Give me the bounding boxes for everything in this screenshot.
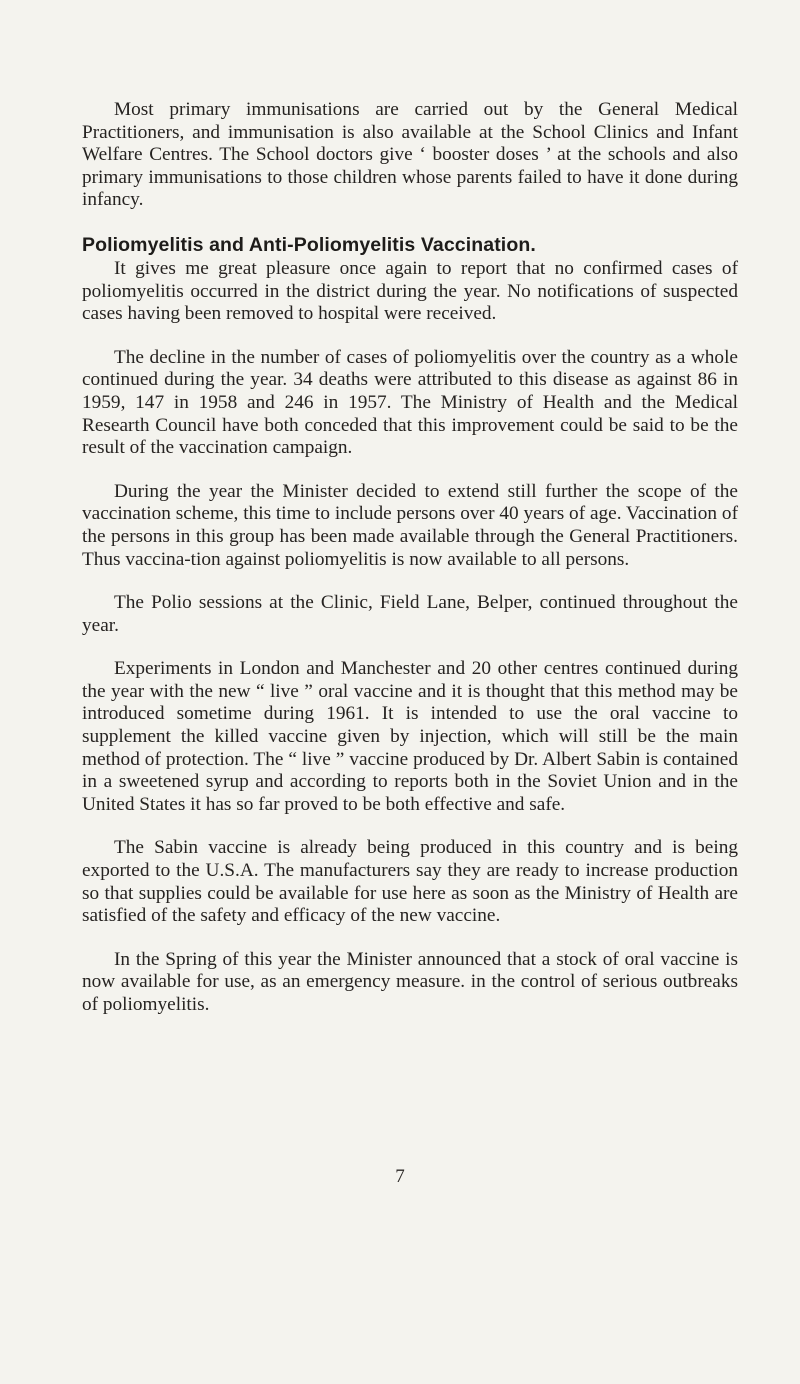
- paragraph-extend-scheme: During the year the Minister decided to extend still further the scope of the vaccination scheme, this time to include persons over 40 years of age. Vaccination of the persons in this group has been made available through the General Practitioners. Thus vaccina-tion against poliomyelitis is now available to all persons.: [82, 480, 738, 570]
- paragraph-experiments: Experiments in London and Manchester and 20 other centres continued during the year with the new “ live ” oral vaccine and it is thought that this method may be introduced sometime during 1961. It is intended to use the oral vaccine to supplement the killed vaccine given by injection, which will still be the main method of protection. The “ live ” vaccine produced by Dr. Albert Sabin is contained in a sweetened syrup and according to reports both in the Soviet Union and in the United States it has so far proved to be both effective and safe.: [82, 658, 738, 815]
- paragraph-polio-sessions: The Polio sessions at the Clinic, Field Lane, Belper, continued throughout the year.: [82, 592, 738, 636]
- document-body: [82, 99, 738, 1038]
- paragraph-oral-vaccine-stock: In the Spring of this year the Minister announced that a stock of oral vaccine is now available for use, as an emergency measure. in the control of serious outbreaks of poliomyelitis.: [82, 948, 738, 1015]
- intro-paragraph: Most primary immunisations are carried out by the General Medical Practitioners, and immunisation is also available at the School Clinics and Infant Welfare Centres. The School doctors give ‘ booster doses ’ at the schools and also primary immunisations to those children whose parents failed to have it done during infancy.: [82, 99, 738, 211]
- paragraph-no-cases: It gives me great pleasure once again to report that no confirmed cases of poliomyelitis occurred in the district during the year. No notifications of suspected cases having been removed to hospital were received.: [82, 257, 738, 325]
- page-number: 7: [395, 1166, 405, 1187]
- paragraph-decline: The decline in the number of cases of poliomyelitis over the country as a whole continued during the year. 34 deaths were attributed to this disease as against 86 in 1959, 147 in 1958 and 246 in 1957. The Ministry of Health and the Medical Researth Council have both conceded that this improvement could be said to be the result of the vaccination campaign.: [82, 346, 738, 459]
- paragraph-sabin-vaccine: The Sabin vaccine is already being produced in this country and is being exported to the U.S.A. The manufacturers say they are ready to increase production so that supplies could be available for use here as soon as the Ministry of Health are satisfied of the safety and efficacy of the new vaccine.: [82, 837, 738, 927]
- section-heading: Poliomyelitis and Anti-Poliomyelitis Vaccination.: [82, 233, 536, 256]
